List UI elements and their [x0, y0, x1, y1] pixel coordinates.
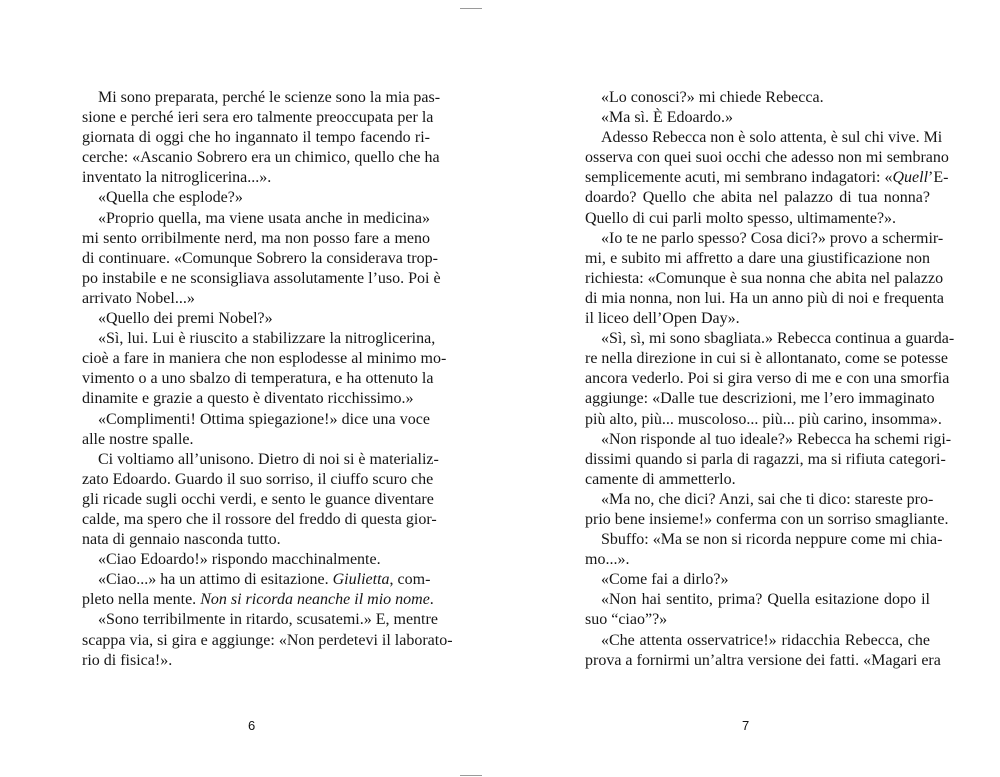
right_page-line: aggiunge: «Dalle tue descrizioni, me l’ero immaginato	[585, 390, 935, 408]
left_page-line: alle nostre spalle.	[82, 430, 194, 448]
right_page-line: osserva con quei suoi occhi che adesso non mi sembrano	[585, 149, 949, 167]
left_page-line: Mi sono preparata, perché le scienze sono la mia pas-	[98, 89, 441, 106]
left_page-line: giornata di oggi che ho ingannato il tempo facendo ri-	[82, 129, 430, 147]
left_page-line: rio di fisica!».	[82, 651, 173, 669]
right_page-line: «Ma no, che dici? Anzi, sai che ti dico: stareste pro-	[601, 490, 934, 508]
left_page-line: inventato la nitroglicerina...».	[82, 169, 272, 187]
right_page-line: richiesta: «Comunque è sua nonna che abita nel palazzo	[585, 269, 944, 287]
right-page-text	[585, 88, 955, 671]
right_page-line: «Io te ne parlo spesso? Cosa dici?» provo a schermir-	[601, 229, 944, 247]
right_page-line: «Sì, sì, mi sono sbagliata.» Rebecca continua a guarda-	[601, 330, 955, 348]
left_page-line: scappa via, si gira e aggiunge: «Non perdetevi il laborato-	[82, 631, 453, 649]
right_page-line: semplicemente acuti, mi sembrano indagatori: «Quell’E-	[585, 169, 949, 187]
right_page-line: re nella direzione in cui si è allontanato, come se potesse	[585, 350, 948, 368]
right_page-line: ancora vederlo. Poi si gira verso di me e con una smorfia	[585, 370, 950, 388]
left_page-line: cerche: «Ascanio Sobrero era un chimico, quello che ha	[82, 149, 440, 167]
right_page-line: di mia nonna, non lui. Ha un anno più di noi e frequenta	[585, 289, 945, 307]
right_page-line: «Che attenta osservatrice!» ridacchia Rebecca, che	[601, 631, 930, 649]
right_page-line: «Ma sì. È Edoardo.»	[601, 109, 733, 127]
left_page-line: nata di gennaio nasconda tutto.	[82, 531, 281, 549]
left_page-line: vimento o a uno sbalzo di temperatura, e ha ottenuto la	[82, 370, 434, 388]
left-page-text	[82, 88, 453, 671]
left_page-line: arrivato Nobel...»	[82, 289, 195, 307]
right_page-line: dissimi quando si parla di ragazzi, ma si rifiuta categori-	[585, 450, 946, 468]
page-number-left: 6	[248, 718, 256, 733]
right_page-line: «Lo conosci?» mi chiede Rebecca.	[601, 89, 824, 106]
right_page-line: Sbuffo: «Ma se non si ricorda neppure come mi chia-	[601, 531, 943, 549]
left_page-line: pleto nella mente. Non si ricorda neanche il mio nome.	[82, 591, 434, 609]
left_page-line: dinamite e grazie a questo è diventato ricchissimo.»	[82, 390, 414, 408]
right_page-line: camente di ammetterlo.	[585, 470, 736, 488]
left_page-line: gli ricade sugli occhi verdi, e sento le guance diventare	[82, 490, 434, 508]
right_page-line: «Come fai a dirlo?»	[601, 571, 729, 589]
left_page-line: Ci voltiamo all’unisono. Dietro di noi si è materializ-	[98, 450, 439, 468]
right_page-line: prio bene insieme!» conferma con un sorriso smagliante.	[585, 510, 949, 528]
left_page-line: cioè a fare in maniera che non esplodesse al minimo mo-	[82, 350, 447, 368]
left_page-line: sione e perché ieri sera ero talmente preoccupata per la	[82, 109, 434, 127]
right_page-line: più alto, più... muscoloso... più... più carino, insomma».	[585, 410, 942, 428]
left_page-line: «Sono terribilmente in ritardo, scusatemi.» E, mentre	[98, 611, 438, 629]
right_page-line: doardo? Quello che abita nel palazzo di tua nonna?	[585, 189, 930, 207]
right_page-line: il liceo dell’Open Day».	[585, 310, 740, 328]
book-gutter	[492, 0, 508, 777]
left_page-line: mi sento orribilmente nerd, ma non posso fare a meno	[82, 229, 430, 247]
left_page-line: calde, ma spero che il rossore del freddo di questa gior-	[82, 510, 437, 528]
left_page-line: «Complimenti! Ottima spiegazione!» dice una voce	[98, 410, 430, 428]
left_page-line: zato Edoardo. Guardo il suo sorriso, il ciuffo scuro che	[82, 470, 434, 488]
top-crop-mark	[460, 8, 482, 9]
left_page-line: po instabile e ne sconsigliava assolutamente l’uso. Poi è	[82, 269, 441, 287]
left_page-line: «Quella che esplode?»	[98, 189, 243, 207]
left_page-line: «Quello dei premi Nobel?»	[98, 310, 273, 328]
left_page-line: «Ciao...» ha un attimo di esitazione. Giulietta, com-	[98, 571, 431, 589]
right_page-line: mi, e subito mi affretto a dare una giustificazione non	[585, 249, 930, 267]
right_page-line: Quello di cui parli molto spesso, ultimamente?».	[585, 209, 897, 227]
page-number-right: 7	[742, 718, 750, 733]
left_page-line: «Sì, lui. Lui è riuscito a stabilizzare la nitroglicerina,	[98, 330, 436, 348]
right_page-line: mo...».	[585, 551, 630, 569]
right_page-line: «Non risponde al tuo ideale?» Rebecca ha schemi rigi-	[601, 430, 952, 448]
right_page-line: suo “ciao”?»	[585, 611, 668, 629]
left_page-line: «Proprio quella, ma viene usata anche in medicina»	[98, 209, 430, 227]
bottom-crop-mark	[460, 775, 482, 776]
left_page-line: di continuare. «Comunque Sobrero la considerava trop-	[82, 249, 438, 267]
right_page-line: prova a fornirmi un’altra versione dei fatti. «Magari era	[585, 651, 941, 669]
right_page-line: Adesso Rebecca non è solo attenta, è sul chi vive. Mi	[601, 129, 943, 147]
right_page-line: «Non hai sentito, prima? Quella esitazione dopo il	[601, 591, 930, 609]
left_page-line: «Ciao Edoardo!» rispondo macchinalmente.	[98, 551, 381, 569]
